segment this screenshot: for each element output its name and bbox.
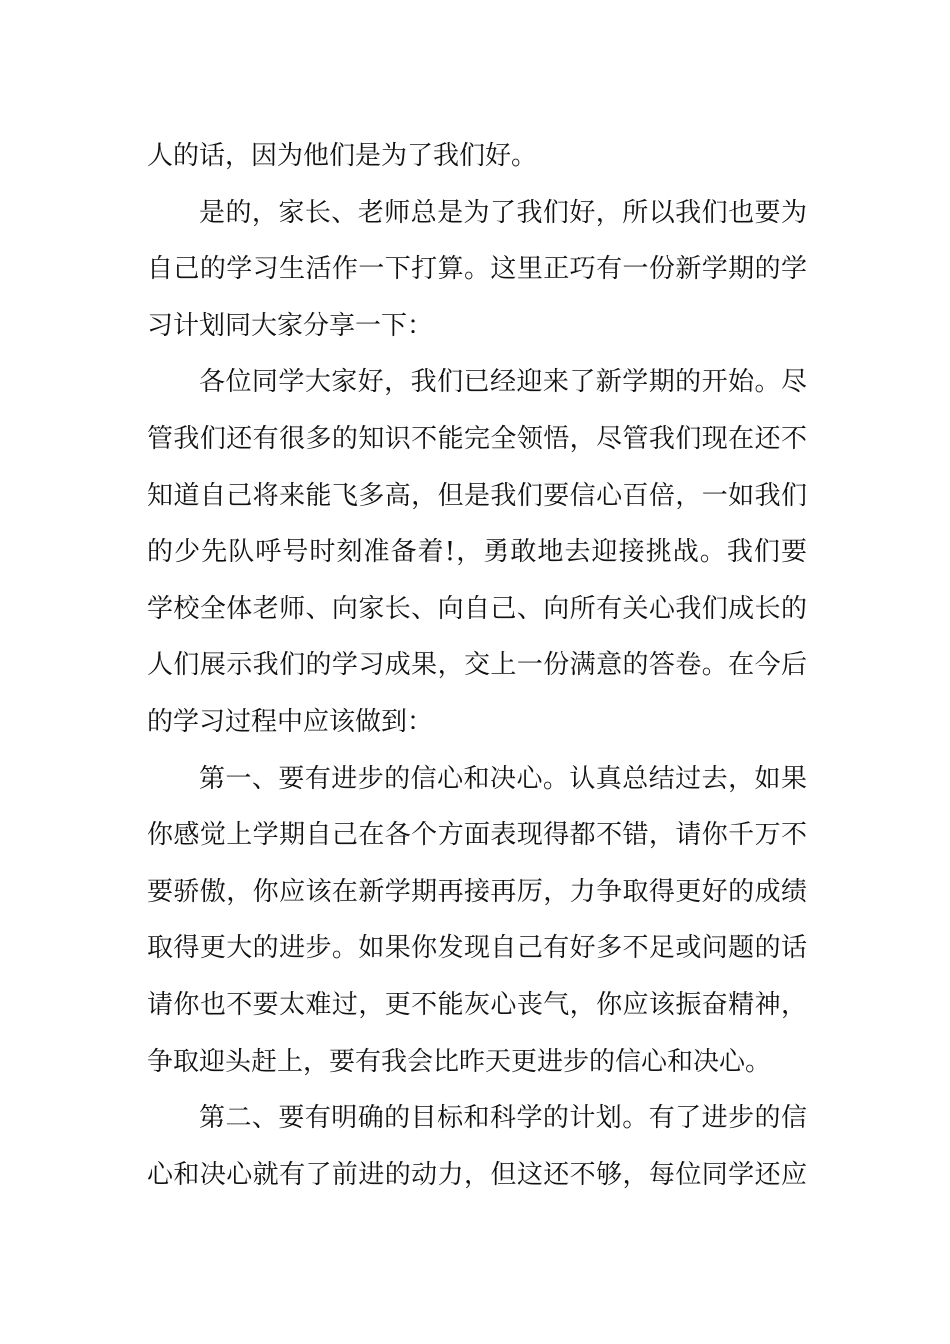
text-line: 学校全体老师、向家长、向自己、向所有关心我们成长的 — [147, 593, 807, 624]
text-line: 人们展示我们的学习成果，交上一份满意的答卷。在今后 — [147, 650, 807, 681]
text-line: 争取迎头赶上，要有我会比昨天更进步的信心和决心。 — [147, 1046, 772, 1077]
text-line: 心和决心就有了前进的动力，但这还不够，每位同学还应 — [147, 1159, 807, 1190]
paragraph-start-line: 各位同学大家好，我们已经迎来了新学期的开始。尽 — [199, 367, 807, 398]
text-line: 自己的学习生活作一下打算。这里正巧有一份新学期的学 — [147, 254, 807, 285]
text-line: 取得更大的进步。如果你发现自己有好多不足或问题的话 — [147, 933, 807, 964]
text-line: 人的话，因为他们是为了我们好。 — [147, 141, 538, 171]
text-line: 的少先队呼号时刻准备着!，勇敢地去迎接挑战。我们要 — [147, 537, 807, 568]
text-line: 的学习过程中应该做到： — [147, 706, 434, 737]
paragraph-start-line: 第二、要有明确的目标和科学的计划。有了进步的信 — [199, 1103, 807, 1134]
text-line: 请你也不要太难过，更不能灰心丧气，你应该振奋精神， — [147, 989, 807, 1020]
text-line: 知道自己将来能飞多高，但是我们要信心百倍，一如我们 — [147, 480, 807, 511]
text-line: 你感觉上学期自己在各个方面表现得都不错，请你千万不 — [147, 820, 807, 851]
paragraph-start-line: 是的，家长、老师总是为了我们好，所以我们也要为 — [199, 197, 807, 228]
paragraph-start-line: 第一、要有进步的信心和决心。认真总结过去，如果 — [199, 763, 807, 794]
text-line: 管我们还有很多的知识不能完全领悟，尽管我们现在还不 — [147, 423, 807, 454]
document-body — [147, 128, 807, 1203]
text-line: 要骄傲，你应该在新学期再接再厉，力争取得更好的成绩 — [147, 876, 807, 907]
text-line: 习计划同大家分享一下： — [147, 310, 434, 341]
